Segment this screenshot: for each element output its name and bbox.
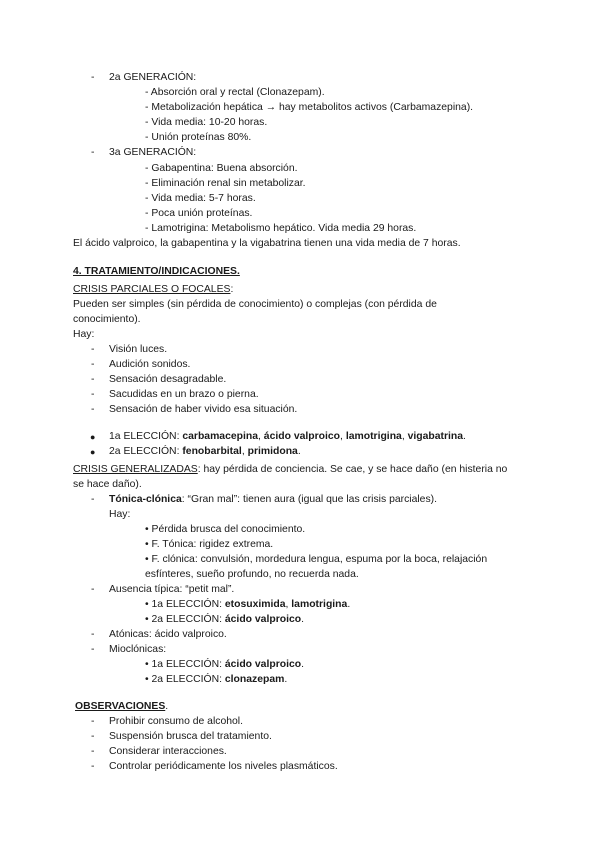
choice-prefix: • 2a ELECCIÓN: bbox=[145, 674, 225, 685]
period: . bbox=[284, 674, 288, 685]
list-dash: - bbox=[91, 359, 95, 370]
list-dash: - bbox=[91, 731, 95, 742]
list-item: - Eliminación renal sin metabolizar. bbox=[145, 178, 306, 189]
general-heading-line bbox=[73, 463, 507, 477]
list-dash: - bbox=[91, 389, 95, 400]
list-item: - Lamotrigina: Metabolismo hepático. Vida media 29 horas. bbox=[145, 223, 417, 234]
observations-heading-line bbox=[75, 700, 168, 714]
gen3-title: 3a GENERACIÓN: bbox=[109, 147, 197, 158]
drug: ácido valproico bbox=[224, 659, 302, 670]
choice-prefix: • 1a ELECCIÓN: bbox=[145, 659, 225, 670]
drug: lamotrigina bbox=[291, 599, 348, 610]
drug: lamotrigina bbox=[345, 431, 402, 442]
drug: carbamacepina bbox=[182, 431, 259, 442]
list-dash: - bbox=[91, 344, 95, 355]
choice-prefix: • 2a ELECCIÓN: bbox=[145, 614, 225, 625]
list-item: Suspensión brusca del tratamiento. bbox=[109, 731, 272, 742]
list-dash: - bbox=[91, 629, 95, 640]
list-item: - Metabolización hepática → hay metabolitos activos (Carbamazepina). bbox=[145, 102, 474, 113]
bullet-dot: ● bbox=[90, 432, 96, 442]
sep: , bbox=[258, 431, 264, 442]
list-dash: - bbox=[91, 746, 95, 757]
choice-prefix: 2a ELECCIÓN: bbox=[109, 446, 183, 457]
list-item: • F. Tónica: rigidez extrema. bbox=[145, 539, 274, 550]
gen2-title: 2a GENERACIÓN: bbox=[109, 72, 197, 83]
list-item: Sensación de haber vivido esa situación. bbox=[109, 404, 298, 415]
sep: , bbox=[241, 446, 248, 457]
partial-heading: CRISIS PARCIALES O FOCALES bbox=[73, 284, 231, 295]
list-dash: - bbox=[91, 584, 95, 595]
list-dash: - bbox=[91, 147, 95, 158]
period: . bbox=[347, 599, 351, 610]
list-dash: - bbox=[91, 716, 95, 727]
partial-desc: conocimiento). bbox=[73, 314, 141, 325]
general-desc: : hay pérdida de conciencia. Se cae, y se hace daño (en histeria no bbox=[197, 464, 508, 475]
list-item: - Gabapentina: Buena absorción. bbox=[145, 163, 298, 174]
hay-label: Hay: bbox=[73, 329, 95, 340]
list-item: Sensación desagradable. bbox=[109, 374, 227, 385]
general-heading: CRISIS GENERALIZADAS bbox=[73, 464, 198, 475]
colon: : bbox=[230, 284, 234, 295]
drug: primidona bbox=[247, 446, 298, 457]
drug: clonazepam bbox=[224, 674, 285, 685]
tonic-clonic-line bbox=[109, 493, 437, 507]
drug: fenobarbital bbox=[182, 446, 242, 457]
drug: ácido valproico bbox=[224, 614, 302, 625]
sep: , bbox=[401, 431, 408, 442]
section-heading: 4. TRATAMIENTO/INDICACIONES. bbox=[73, 266, 240, 277]
choice-prefix: • 1a ELECCIÓN: bbox=[145, 599, 225, 610]
observations-heading: OBSERVACIONES bbox=[75, 701, 166, 712]
bullet-dot: ● bbox=[90, 447, 96, 457]
general-desc: se hace daño). bbox=[73, 479, 142, 490]
myo-choice-1 bbox=[145, 658, 304, 672]
list-item: - Absorción oral y rectal (Clonazepam). bbox=[145, 87, 325, 98]
drug: vigabatrina bbox=[407, 431, 464, 442]
period: . bbox=[463, 431, 466, 442]
half-life-note: El ácido valproico, la gabapentina y la vigabatrina tienen una vida media de 7 horas. bbox=[73, 238, 461, 249]
list-item: Considerar interacciones. bbox=[109, 746, 227, 757]
period: . bbox=[301, 614, 304, 625]
list-item: • Pérdida brusca del conocimiento. bbox=[145, 524, 306, 535]
list-dash: - bbox=[91, 404, 95, 415]
tonic-name: Tónica-clónica bbox=[109, 494, 182, 505]
list-item: Visión luces. bbox=[109, 344, 168, 355]
absence-choice-1 bbox=[145, 598, 350, 612]
list-dash: - bbox=[91, 761, 95, 772]
list-item: Controlar periódicamente los niveles plasmáticos. bbox=[109, 761, 338, 772]
period: . bbox=[165, 701, 169, 712]
partial-choice-2 bbox=[109, 445, 301, 459]
list-dash: - bbox=[91, 374, 95, 385]
list-item: • F. clónica: convulsión, mordedura lengua, espuma por la boca, relajación bbox=[145, 554, 488, 565]
list-item: Prohibir consumo de alcohol. bbox=[109, 716, 243, 727]
period: . bbox=[297, 446, 301, 457]
list-item: - Vida media: 10-20 horas. bbox=[145, 117, 268, 128]
drug: ácido valproico bbox=[263, 431, 341, 442]
absence-line: Ausencia típica: “petit mal”. bbox=[109, 584, 235, 595]
choice-prefix: 1a ELECCIÓN: bbox=[109, 431, 183, 442]
list-dash: - bbox=[91, 494, 95, 505]
tonic-desc: : “Gran mal”: tienen aura (igual que las crisis parciales). bbox=[181, 494, 438, 505]
partial-choice-1 bbox=[109, 430, 466, 444]
hay-label: Hay: bbox=[109, 509, 131, 520]
list-dash: - bbox=[91, 644, 95, 655]
period: . bbox=[301, 659, 304, 670]
list-item: Audición sonidos. bbox=[109, 359, 191, 370]
myo-choice-2 bbox=[145, 673, 287, 687]
partial-desc: Pueden ser simples (sin pérdida de conocimiento) o complejas (con pérdida de bbox=[73, 299, 437, 310]
drug: etosuximida bbox=[224, 599, 286, 610]
sep: , bbox=[340, 431, 346, 442]
atonic-line: Atónicas: ácido valproico. bbox=[109, 629, 227, 640]
list-item: Sacudidas en un brazo o pierna. bbox=[109, 389, 259, 400]
list-item: esfínteres, sueño profundo, no recuerda nada. bbox=[145, 569, 359, 580]
list-item: - Vida media: 5-7 horas. bbox=[145, 193, 256, 204]
sep: , bbox=[285, 599, 292, 610]
myoclonic-line: Mioclónicas: bbox=[109, 644, 167, 655]
list-item: - Unión proteínas 80%. bbox=[145, 132, 252, 143]
absence-choice-2 bbox=[145, 613, 304, 627]
list-dash: - bbox=[91, 72, 95, 83]
list-item: - Poca unión proteínas. bbox=[145, 208, 253, 219]
partial-heading-line bbox=[73, 283, 233, 297]
